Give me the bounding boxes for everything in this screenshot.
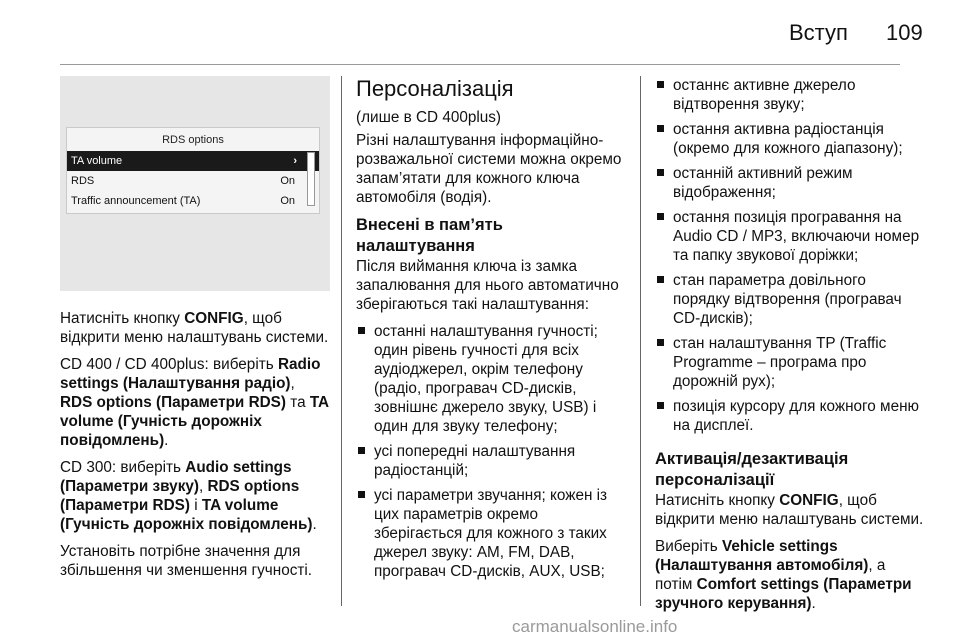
bullet-icon	[657, 276, 664, 283]
list-item: останні налаштування гучності; один рівень гучності для всіх аудіоджерел, окрім телефону (радіо, програвач CD-дисків, зовнішнє джерело звуку, USB) і один для звуку телефону;	[356, 322, 626, 436]
menu-item-label: TA volume	[71, 155, 123, 167]
heading-activation: Активація/дезактивація персоналізації	[655, 450, 849, 489]
menu-item-traffic-announcement[interactable]	[67, 191, 319, 211]
heading-saved-settings: Внесені в пам’ять налаштування	[356, 216, 503, 255]
subtitle: (лише в CD 400plus)	[356, 109, 501, 126]
bullet-list	[356, 322, 626, 581]
bullet-icon	[358, 327, 365, 334]
paragraph: Після виймання ключа із замка запалювання для нього автоматично зберігаються такі налаштування:	[356, 258, 619, 313]
bullet-icon	[358, 447, 365, 454]
list-item: стан налаштування TP (Traffic Programme – програма про дорожній рух);	[655, 334, 925, 391]
bullet-icon	[657, 402, 664, 409]
paragraph: CD 300: виберіть Audio settings (Параметри звуку), RDS options (Параметри RDS) і TA volume (Гучність дорожніх повідомлень).	[60, 459, 317, 533]
list-item: позиція курсору для кожного меню на дисплеї.	[655, 397, 925, 435]
display-screenshot	[60, 76, 330, 291]
bullet-icon	[657, 125, 664, 132]
list-item: останнє активне джерело відтворення звуку;	[655, 76, 925, 114]
rds-options-menu	[66, 127, 320, 214]
paragraph: Установіть потрібне значення для збільшення чи зменшення гучності.	[60, 543, 313, 579]
list-item: остання активна радіостанція (окремо для кожного діапазону);	[655, 120, 925, 158]
menu-item-value: On	[280, 175, 295, 187]
paragraph: Виберіть Vehicle settings (Налаштування автомобіля), а потім Comfort settings (Параметри зручного керування).	[655, 538, 912, 612]
menu-scrollbar[interactable]	[307, 152, 315, 206]
menu-item-label: Traffic announcement (TA)	[71, 195, 201, 207]
column-middle	[356, 76, 626, 587]
list-item: усі попередні налаштування радіостанцій;	[356, 442, 626, 480]
list-item: остання позиція програвання на Audio CD / MP3, включаючи номер та папку звукової доріжки;	[655, 208, 925, 265]
bullet-icon	[657, 213, 664, 220]
list-item: останній активний режим відображення;	[655, 164, 925, 202]
watermark-text: carmanualsonline.info	[512, 617, 678, 636]
menu-item-ta-volume[interactable]	[67, 151, 319, 171]
paragraph: Різні налаштування інформаційно-розважальної системи можна окремо запам’ятати для кожного ключа автомобіля (водія).	[356, 132, 622, 206]
section-title: Вступ	[789, 20, 848, 45]
menu-item-rds[interactable]	[67, 171, 319, 191]
header-divider	[60, 64, 900, 65]
menu-title: RDS options	[162, 134, 224, 146]
list-item: усі параметри звучання; кожен із цих параметрів окремо зберігається для кожного з таких джерел звуку: AM, FM, DAB, програвач CD-дисків, AUX, USB;	[356, 486, 626, 581]
paragraph: Натисніть кнопку CONFIG, щоб відкрити меню налаштувань системи.	[655, 492, 924, 528]
paragraph: Натисніть кнопку CONFIG, щоб відкрити меню налаштувань системи.	[60, 310, 329, 346]
page-header	[0, 14, 960, 54]
bullet-icon	[358, 491, 365, 498]
list-item: стан параметра довільного порядку відтворення (програвач CD-дисків);	[655, 271, 925, 328]
column-right	[655, 76, 925, 621]
heading-personalization: Персоналізація	[356, 76, 514, 101]
page-number: 109	[886, 20, 923, 45]
menu-item-value: On	[280, 195, 295, 207]
bullet-list	[655, 76, 925, 435]
bullet-icon	[657, 339, 664, 346]
column-divider-1	[341, 76, 342, 606]
paragraph: CD 400 / CD 400plus: виберіть Radio settings (Налаштування радіо), RDS options (Параметри RDS) та TA volume (Гучність дорожніх повідомлень).	[60, 356, 329, 449]
column-left	[60, 76, 330, 588]
menu-item-label: RDS	[71, 175, 95, 187]
column-divider-2	[640, 76, 641, 606]
bullet-icon	[657, 81, 664, 88]
bullet-icon	[657, 169, 664, 176]
chevron-right-icon: ›	[293, 155, 297, 167]
